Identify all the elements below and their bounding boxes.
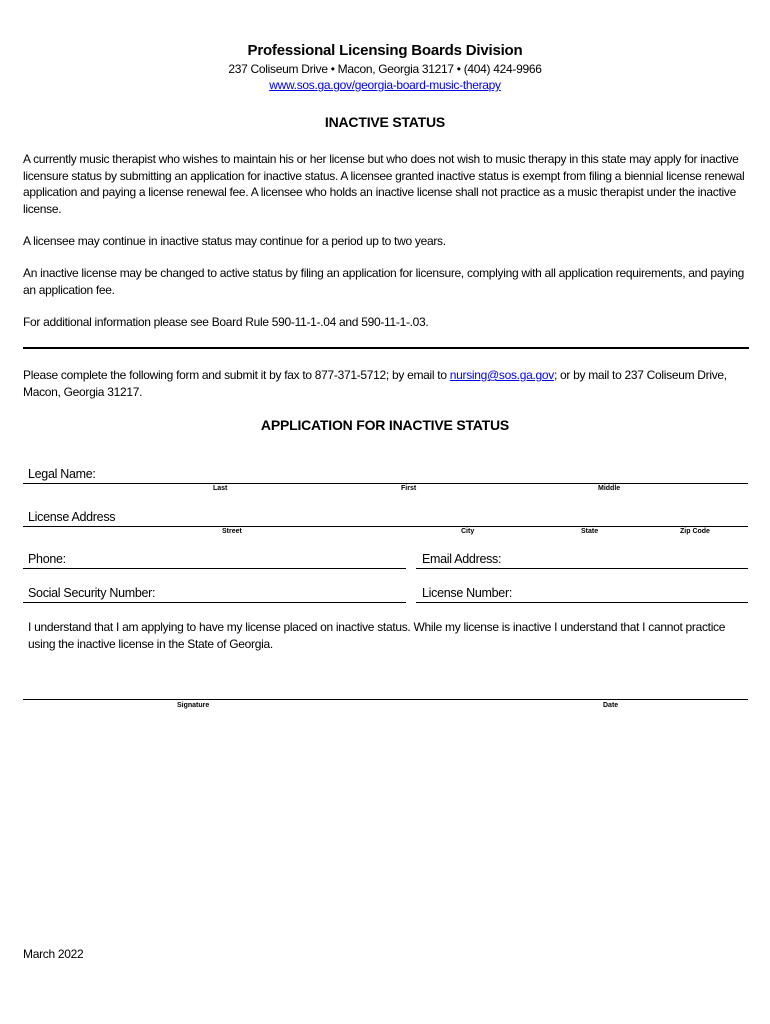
instructions-text-after: ; or by mail to 237 Coliseum Drive, Macon, Georgia 31217. — [23, 368, 727, 399]
section-divider — [23, 347, 749, 349]
license-address-field[interactable] — [23, 526, 748, 527]
inactive-paragraph-2: A licensee may continue in inactive status may continue for a period up to two years. — [23, 234, 446, 248]
name-middle-caption: Middle — [598, 485, 621, 492]
date-caption: Date — [603, 702, 619, 709]
email-label: Email Address: — [422, 552, 502, 566]
ssn-label: Social Security Number: — [28, 586, 156, 600]
legal-name-label: Legal Name: — [28, 467, 96, 481]
phone-field[interactable] — [23, 568, 406, 569]
email-link[interactable]: nursing@sos.ga.gov — [449, 368, 554, 382]
license-number-label: License Number: — [422, 586, 512, 600]
website-link[interactable]: www.sos.ga.gov/georgia-board-music-therapy — [269, 78, 501, 92]
inactive-paragraph-1: A currently music therapist who wishes to maintain his or her license but who does not wish to music therapy in this state may apply for inactive licensure status by submitting an application for inactive status. A licensee granted inactive status is exempt from filing a biennial license renewal application and paying a license renewal fee. A licensee who holds an inactive license shall not practice as a music therapist under the inactive license. — [23, 152, 745, 216]
address-city-caption: City — [461, 528, 475, 535]
address-zip-caption: Zip Code — [680, 528, 710, 535]
license-address-label: License Address — [28, 510, 116, 524]
signature-caption: Signature — [177, 702, 210, 709]
address-state-caption: State — [581, 528, 599, 535]
division-title: Professional Licensing Boards Division — [247, 42, 523, 59]
email-field[interactable] — [416, 568, 748, 569]
signature-date-field[interactable] — [23, 699, 748, 700]
instructions-text-before: Please complete the following form and submit it by fax to 877-371-5712; by email to — [23, 368, 450, 382]
revision-date: March 2022 — [23, 947, 84, 961]
inactive-paragraph-3: An inactive license may be changed to active status by filing an application for licensure, complying with all application requirements, and paying an application fee. — [23, 266, 744, 297]
inactive-status-heading: INACTIVE STATUS — [324, 114, 446, 130]
name-first-caption: First — [401, 485, 417, 492]
name-last-caption: Last — [213, 485, 228, 492]
inactive-paragraph-4: For additional information please see Board Rule 590-11-1-.04 and 590-11-1-.03. — [23, 315, 429, 329]
license-number-field[interactable] — [416, 602, 748, 603]
submission-instructions — [23, 367, 747, 400]
attestation-text: I understand that I am applying to have my license placed on inactive status. While my license is inactive I understand that I cannot practice using the inactive license in the State of Georgia. — [28, 620, 726, 651]
division-address: 237 Coliseum Drive • Macon, Georgia 31217 • (404) 424-9966 — [228, 62, 542, 76]
legal-name-field[interactable] — [23, 483, 748, 484]
address-street-caption: Street — [222, 528, 242, 535]
phone-label: Phone: — [28, 552, 66, 566]
ssn-field[interactable] — [23, 602, 406, 603]
application-heading: APPLICATION FOR INACTIVE STATUS — [260, 417, 510, 433]
